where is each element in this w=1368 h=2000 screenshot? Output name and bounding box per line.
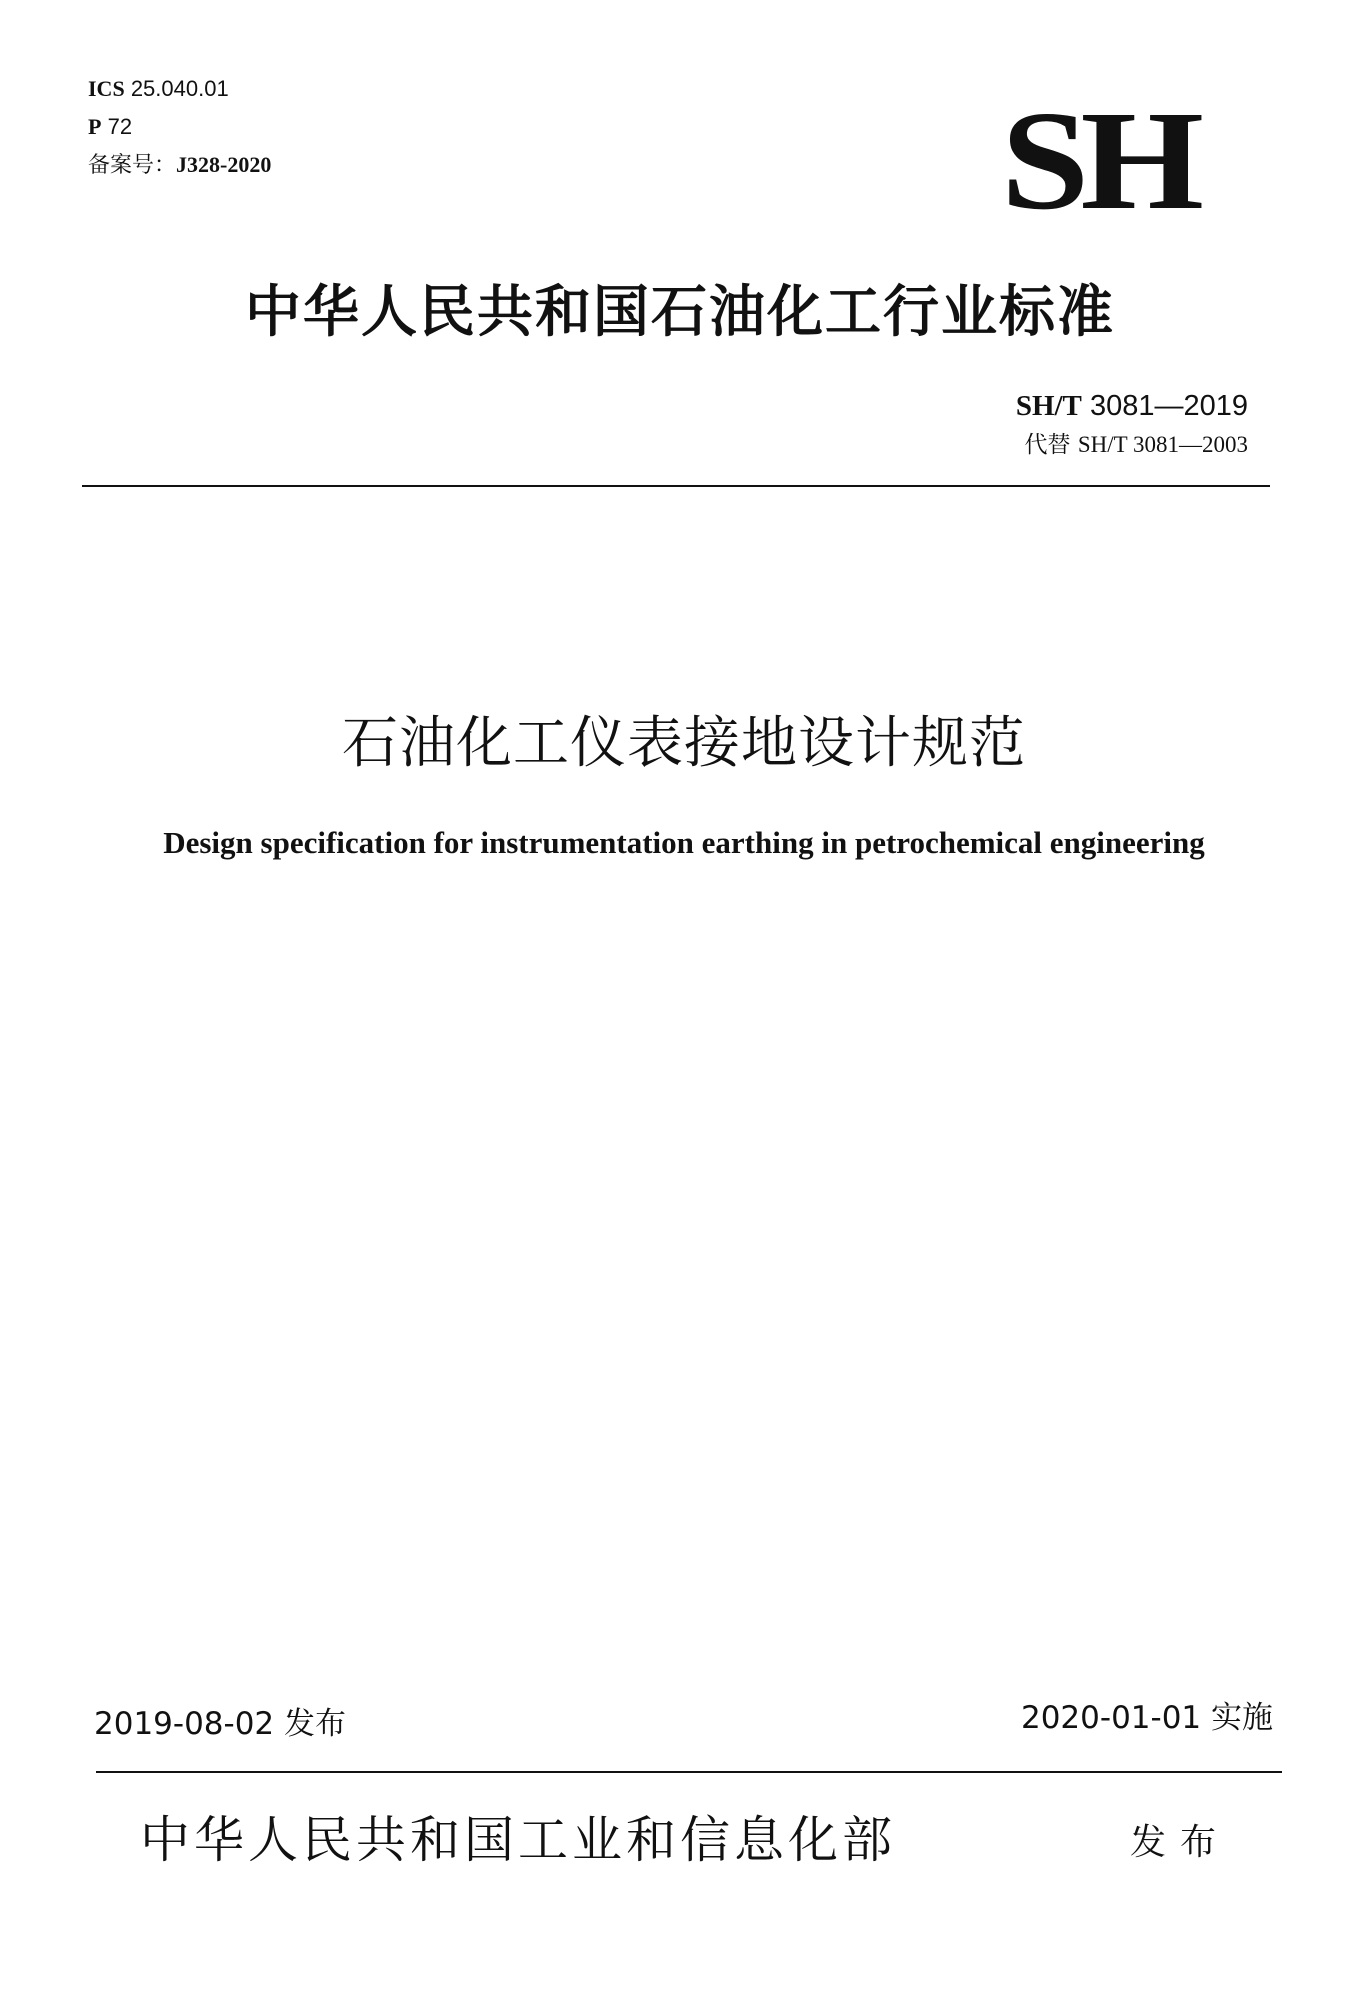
- chinese-title: 石油化工仪表接地设计规范: [342, 711, 1026, 776]
- ics-value: 25.040.01: [130, 76, 229, 101]
- sh-logo: SH: [1000, 81, 1196, 239]
- replaces-note: [1025, 430, 1249, 460]
- ics-classification: [88, 74, 229, 104]
- issuing-authority: 中华人民共和国工业和信息化部: [140, 1811, 896, 1869]
- filing-label: 备案号：: [88, 152, 177, 177]
- publish-date: 2019-08-02 发布: [94, 1706, 347, 1742]
- bottom-divider: [96, 1771, 1282, 1773]
- filing-value: J328-2020: [176, 152, 272, 177]
- standard-number: [1016, 388, 1248, 424]
- standard-code: SH/T: [1015, 390, 1082, 422]
- ics-label: ICS: [88, 76, 125, 101]
- english-title: Design specification for instrumentation earthing in petrochemical engineering: [163, 825, 1205, 860]
- issue-word: 发布: [1130, 1822, 1231, 1863]
- standard-title: 中华人民共和国石油化工行业标准: [245, 280, 1115, 345]
- p-label: P: [88, 114, 102, 139]
- top-divider: [82, 485, 1270, 487]
- p-classification: [88, 112, 132, 142]
- standard-number-value: 3081—2019: [1089, 390, 1248, 422]
- p-value: 72: [107, 114, 133, 139]
- replaces-value: SH/T 3081—2003: [1077, 432, 1248, 457]
- effective-date: 2020-01-01 实施: [1020, 1700, 1273, 1736]
- replaces-label: 代替: [1024, 432, 1071, 458]
- filing-number: [88, 150, 271, 180]
